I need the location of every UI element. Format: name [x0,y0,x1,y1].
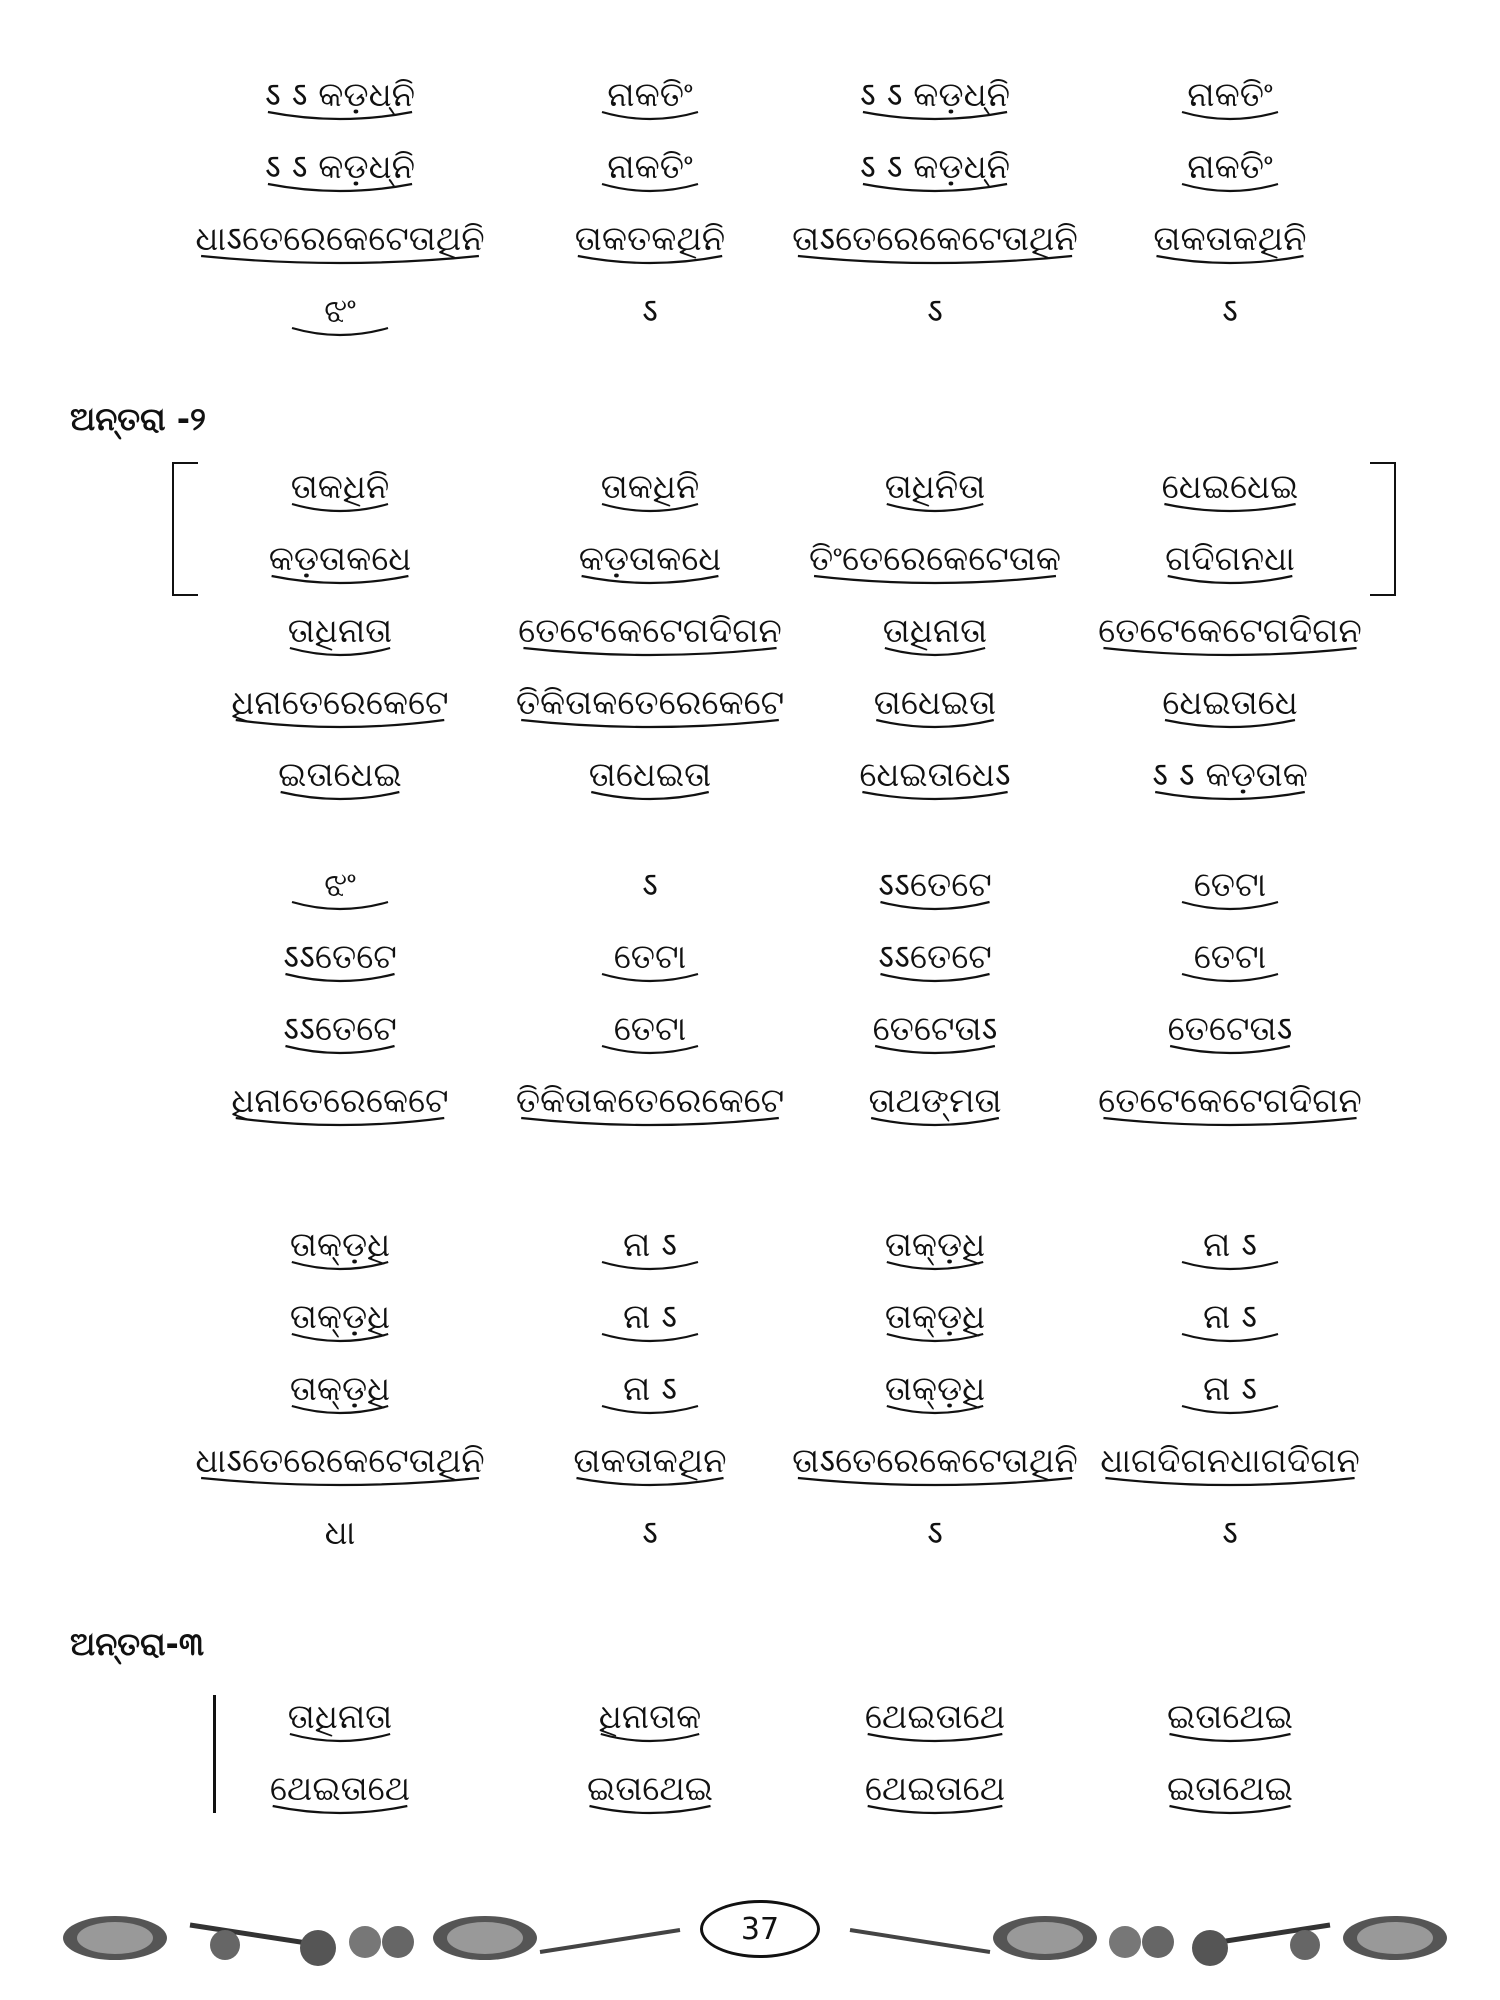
bol-text: ତାଧିନାତା [882,611,988,651]
bol-text: ନା ऽ [622,1297,678,1337]
bol-cell [884,467,986,516]
bol-cell [809,539,1061,588]
bol-text: ତିଂତେରେକେଟେତାକ [809,539,1061,579]
bol-cell [868,1081,1002,1130]
bol-cell [231,683,449,732]
bol-text: ऽ ऽ କଡ଼ଧ୍ନି [264,75,416,115]
antara-3-heading: ଅନ୍ତରା-୩ [70,1625,204,1663]
bol-text: ତାକତକଥିନି [574,219,726,259]
bol-cell [287,611,393,660]
bol-text: ऽ [642,1513,658,1553]
bol-cell [289,1369,391,1418]
bol-text: ତେଟେକେଟେଗଦିଗନ [1098,611,1362,651]
bol-text: ନା ऽ [1202,1369,1258,1409]
bol-cell [1098,611,1362,660]
bol-cell [859,755,1011,804]
bol-cell [884,1225,986,1274]
bol-cell [289,1297,391,1346]
flute-icon [540,1930,680,1952]
bol-text: ତାକତାକଥିନ [573,1441,727,1481]
bol-cell [1162,683,1298,732]
bol-cell [1222,1513,1238,1553]
bol-cell [598,1697,702,1746]
bol-text: ଧାଗଦିଗନଧାଗଦିଗନ [1100,1441,1360,1481]
bol-cell [1166,1697,1294,1746]
bol-text: ऽ ऽ କଡ଼ଧ୍ନି [859,75,1011,115]
cymbals-icon [349,1926,414,1958]
bol-text: ନା ऽ [1202,1297,1258,1337]
bol-text: ऽ [1222,1513,1238,1553]
bol-text: ऽ [642,865,658,905]
bol-cell [878,865,992,914]
bol-cell [1153,219,1307,268]
bol-cell [642,865,658,905]
bol-cell [578,539,722,588]
bol-text: ତେଟେକେଟେଗଦିଗନ [1098,1081,1362,1121]
bol-text: ତେଟା [1193,937,1267,977]
bol-cell [1180,147,1280,196]
bol-cell [859,75,1011,124]
bol-text: ତେଟେକେଟେଗଦିଗନ [518,611,782,651]
bol-cell [1180,1297,1280,1346]
bol-text: ତାऽତେରେକେଟେତାଥିନି [792,1441,1078,1481]
mridangam-icon [993,1916,1097,1960]
bol-cell [1161,467,1299,516]
bol-text: ତାऽତେରେକେଟେତାଥିନି [792,219,1078,259]
bol-text: ନା ऽ [1202,1225,1258,1265]
bol-cell [884,1297,986,1346]
bol-text: ଥେଇତାଥେ [864,1697,1006,1737]
bol-text: କଡ଼ତାକଧେ [268,539,412,579]
bol-text: ତାଧେଇତା [873,683,997,723]
bol-text: ऽ ऽ କଡ଼ଧ୍ନି [859,147,1011,187]
bol-cell [1152,755,1308,804]
bol-cell [600,1225,700,1274]
bol-cell [864,1769,1006,1818]
bol-text: ତେଟେତାऽ [1167,1009,1293,1049]
bol-cell [290,467,390,516]
bol-text: ऽ [1222,291,1238,331]
bol-cell [600,1369,700,1418]
bol-cell [290,865,390,914]
bol-text: ତାକ୍ଡ଼ଧି [884,1369,986,1409]
bol-cell [1180,75,1280,124]
bol-cell [884,1369,986,1418]
bol-cell [864,1697,1006,1746]
bol-text: ନାକତିଂ [1187,75,1273,115]
veena-icon [190,1925,336,1966]
bol-cell [600,147,700,196]
bol-cell [872,1009,998,1058]
bol-cell [231,1081,449,1130]
bol-text: ତାକଧିନି [290,467,390,507]
mridangam-icon [63,1916,167,1960]
bol-cell [573,1441,727,1490]
bol-text: ଧିନାତାକ [598,1697,702,1737]
bol-text: ତେଟା [1193,865,1267,905]
bol-text: ତେଟା [613,1009,687,1049]
bol-text: ऽ [927,1513,943,1553]
bol-cell [290,291,390,340]
bol-text: ତାଥଙ୍ମତା [868,1081,1002,1121]
bol-text: ନା ऽ [622,1225,678,1265]
bol-cell [574,219,726,268]
bol-cell [642,1513,658,1553]
bol-cell [878,937,992,986]
bol-text: ऽऽତେଟେ [283,1009,397,1049]
bol-text: ତାକତାକଥିନି [1153,219,1307,259]
bol-cell [600,937,700,986]
bol-cell [882,611,988,660]
bol-text: ଧେଇତାଧେऽ [859,755,1011,795]
bol-text: ଇତାଥେଇ [586,1769,714,1809]
flute-icon [850,1930,990,1952]
bol-text: ऽऽତେଟେ [878,865,992,905]
bol-cell [278,755,402,804]
bol-cell [792,219,1078,268]
bol-cell [642,291,658,331]
cymbals-icon [1109,1926,1174,1958]
bol-cell [1098,1081,1362,1130]
bol-text: କଡ଼ତାକଧେ [578,539,722,579]
bol-cell [600,1297,700,1346]
bol-text: ତାକ୍ଡ଼ଧି [884,1225,986,1265]
bol-cell [268,539,412,588]
bol-text: ନା ऽ [622,1369,678,1409]
bol-text: ଧାऽତେରେକେଟେତାଥିନି [195,1441,485,1481]
bol-text: ऽ [927,291,943,331]
veena-icon [1192,1925,1330,1966]
bol-text: ଧିନାତେରେକେଟେ [231,683,449,723]
bol-text: ଇତାଥେଇ [1166,1697,1294,1737]
bol-text: ତାକ୍ଡ଼ଧି [289,1369,391,1409]
bol-text: ତିକିତାକତେରେକେଟେ [515,1081,785,1121]
bol-text: ଝଂ [324,865,356,905]
bol-text: ଧେଇତାଧେ [1162,683,1298,723]
bol-cell [195,219,485,268]
bol-cell [1166,1769,1294,1818]
bol-cell [588,755,712,804]
bol-cell [1100,1441,1360,1490]
mridangam-icon [433,1916,537,1960]
bol-text: ऽ [642,291,658,331]
bol-cell [515,1081,785,1130]
bol-cell [1165,539,1295,588]
bol-cell [600,75,700,124]
bol-text: ଥେଇତାଥେ [269,1769,411,1809]
bol-text: ତାକ୍ଡ଼ଧି [884,1297,986,1337]
bol-text: ଗଦିଗନଧା [1165,539,1295,579]
bol-text: ନାକତିଂ [1187,147,1273,187]
bol-text: ऽ ऽ କଡ଼ଧ୍ନି [264,147,416,187]
bol-cell [269,1769,411,1818]
bol-cell [1222,291,1238,331]
bol-text: ଧାऽତେରେକେଟେତାଥିନି [195,219,485,259]
bol-cell [927,1513,943,1553]
antara-2-heading: ଅନ୍ତରା -୨ [70,400,206,438]
bol-text: ନାକତିଂ [607,75,693,115]
bol-text: ତାଧିନାତା [287,1697,393,1737]
antara-3-bar [213,1695,216,1813]
bol-cell [859,147,1011,196]
bol-text: ଝଂ [324,291,356,331]
bol-cell [873,683,997,732]
bol-text: ତାକଧିନି [600,467,700,507]
bol-text: ତାଧେଇତା [588,755,712,795]
bol-cell [324,1513,356,1553]
right-bracket [1370,462,1396,596]
left-bracket [172,462,198,596]
bol-text: ତାଧିନିତା [884,467,986,507]
bol-cell [287,1697,393,1746]
bol-text: ତାକ୍ଡ଼ଧି [289,1297,391,1337]
bol-text: ऽऽତେଟେ [283,937,397,977]
bol-cell [600,1009,700,1058]
bol-cell [264,147,416,196]
bol-text: ତେଟେତାऽ [872,1009,998,1049]
bol-text: ତିକିତାକତେରେକେଟେ [515,683,785,723]
bol-cell [283,937,397,986]
bol-text: ऽऽତେଟେ [878,937,992,977]
bol-cell [927,291,943,331]
bol-cell [283,1009,397,1058]
bol-text: ଧିନାତେରେକେଟେ [231,1081,449,1121]
bol-cell [515,683,785,732]
bol-text: ଧା [324,1513,356,1553]
bol-cell [1180,937,1280,986]
bol-cell [1180,1369,1280,1418]
bol-cell [1180,1225,1280,1274]
bol-cell [1167,1009,1293,1058]
bol-text: ତାଧିନାତା [287,611,393,651]
bol-cell [264,75,416,124]
mridangam-icon [1343,1916,1447,1960]
bol-cell [289,1225,391,1274]
bol-text: ऽ ऽ କଡ଼ତାକ [1152,755,1308,795]
bol-text: ଇତାଥେଇ [1166,1769,1294,1809]
bol-text: ତେଟା [613,937,687,977]
bol-text: ଇତାଧେଇ [278,755,402,795]
bol-cell [195,1441,485,1490]
bol-text: ଧେଇଧେଇ [1161,467,1299,507]
bol-cell [792,1441,1078,1490]
bol-cell [518,611,782,660]
bol-text: ଥେଇତାଥେ [864,1769,1006,1809]
bol-text: ନାକତିଂ [607,147,693,187]
bol-text: ତାକ୍ଡ଼ଧି [289,1225,391,1265]
page-number: 37 [700,1900,820,1958]
bol-cell [600,467,700,516]
bol-cell [1180,865,1280,914]
bol-cell [586,1769,714,1818]
